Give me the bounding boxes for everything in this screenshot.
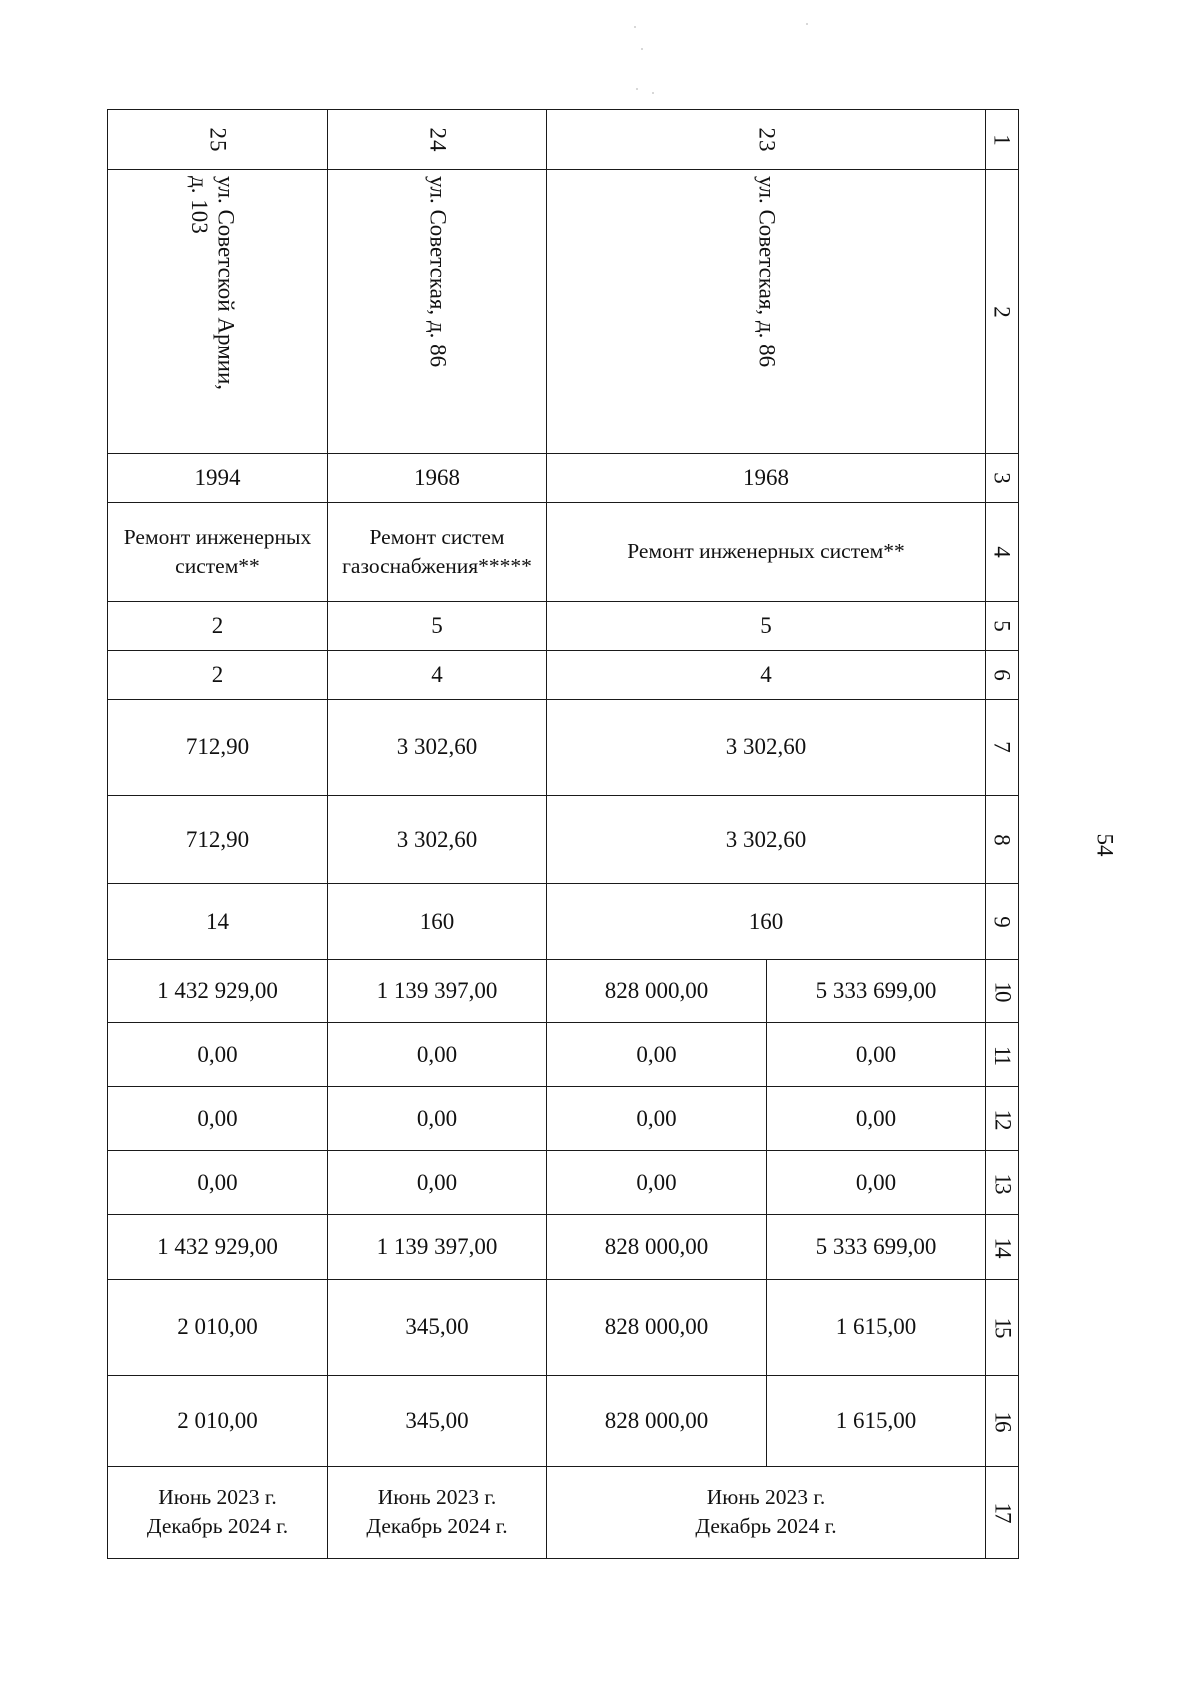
cost-cell: 0,00: [547, 1151, 767, 1215]
row-number: 5: [989, 619, 1015, 632]
row-number-cell: [986, 1279, 1019, 1375]
scan-speck: [806, 23, 808, 25]
item-number: 23: [753, 127, 779, 153]
year-cell: 1994: [108, 454, 328, 502]
work-type-cell: Ремонт инженерных систем**: [547, 502, 986, 601]
row-number-cell: [986, 1087, 1019, 1151]
cost-cell: 0,00: [767, 1087, 986, 1151]
residents-cell: 160: [328, 884, 547, 960]
row-number-cell: [986, 960, 1019, 1023]
period-start: Июнь 2023 г.: [377, 1485, 497, 1510]
row-number-cell: [986, 1023, 1019, 1087]
area-cell: 3 302,60: [328, 699, 547, 795]
row-number: 6: [989, 668, 1015, 681]
row-number: 9: [989, 915, 1015, 928]
residents-cell: 160: [547, 884, 986, 960]
capital-repair-table: [107, 109, 1019, 1559]
table-row-10: [108, 960, 1019, 1023]
row-number: 2: [989, 306, 1015, 318]
row-number-cell: [986, 1375, 1019, 1466]
work-type-cell: [108, 502, 328, 601]
cost-cell: 0,00: [547, 1023, 767, 1087]
cost-cell: 828 000,00: [547, 1215, 767, 1279]
row-number: 10: [989, 981, 1015, 1001]
period-end: Декабрь 2024 г.: [695, 1514, 837, 1539]
item-number-cell: [328, 110, 547, 170]
address-line: ул. Советской Армии,: [213, 176, 239, 391]
period-cell: [547, 1466, 986, 1558]
table-row-16: [108, 1375, 1019, 1466]
address-cell: [108, 170, 328, 454]
area-cell: 712,90: [108, 795, 328, 883]
unit-cost-cell: 1 615,00: [767, 1375, 986, 1466]
work-type-line: Ремонт систем: [369, 524, 505, 549]
unit-cost-cell: 828 000,00: [547, 1279, 767, 1375]
row-number: 15: [989, 1317, 1015, 1337]
table-row-3: [108, 454, 1019, 502]
year-cell: 1968: [328, 454, 547, 502]
cost-cell: 0,00: [767, 1151, 986, 1215]
table-row-5: [108, 601, 1019, 650]
address-cell: [547, 170, 986, 454]
value-cell: 5: [328, 601, 547, 650]
row-number-cell: [986, 454, 1019, 502]
row-number: 1: [989, 133, 1015, 146]
row-number: 14: [989, 1237, 1015, 1257]
row-number-cell: [986, 1215, 1019, 1279]
unit-cost-cell: 828 000,00: [547, 1375, 767, 1466]
period-end: Декабрь 2024 г.: [146, 1514, 289, 1539]
table-row-4: [108, 502, 1019, 601]
row-number-cell: [986, 110, 1019, 170]
table-row-11: [108, 1023, 1019, 1087]
row-number-cell: [986, 502, 1019, 601]
unit-cost-cell: 345,00: [328, 1375, 547, 1466]
table-row-12: [108, 1087, 1019, 1151]
cost-cell: 0,00: [767, 1023, 986, 1087]
row-number-cell: [986, 601, 1019, 650]
area-cell: 3 302,60: [547, 795, 986, 883]
scan-speck: [641, 48, 643, 50]
cost-cell: 0,00: [108, 1151, 328, 1215]
scan-speck: [636, 88, 638, 90]
address-cell: [328, 170, 547, 454]
residents-cell: 14: [108, 884, 328, 960]
work-type-line: газоснабжения*****: [342, 553, 532, 578]
period-start: Июнь 2023 г.: [158, 1485, 277, 1510]
table-row-17: [108, 1466, 1019, 1558]
area-cell: 712,90: [108, 699, 328, 795]
scan-speck: [634, 26, 636, 28]
row-number: 16: [989, 1411, 1015, 1431]
cost-cell: 5 333 699,00: [767, 960, 986, 1023]
unit-cost-cell: 1 615,00: [767, 1279, 986, 1375]
table-row-8: [108, 795, 1019, 883]
cost-cell: 1 432 929,00: [108, 1215, 328, 1279]
row-number: 17: [989, 1502, 1015, 1522]
table-row-6: [108, 650, 1019, 699]
period-end: Декабрь 2024 г.: [366, 1514, 508, 1539]
row-number-cell: [986, 795, 1019, 883]
cost-cell: 0,00: [328, 1151, 547, 1215]
row-number: 8: [989, 833, 1015, 846]
cost-cell: 0,00: [108, 1087, 328, 1151]
item-number: 25: [205, 127, 231, 153]
item-number: 24: [424, 127, 450, 153]
value-cell: 4: [328, 650, 547, 699]
value-cell: 4: [547, 650, 986, 699]
row-number-cell: [986, 170, 1019, 454]
address-text: ул. Советская, д. 86: [754, 176, 780, 368]
scan-speck: [652, 92, 654, 94]
row-number: 11: [989, 1045, 1015, 1064]
table-row-9: [108, 884, 1019, 960]
row-number: 7: [989, 741, 1015, 754]
table-row-15: [108, 1279, 1019, 1375]
row-number-cell: [986, 1466, 1019, 1558]
cost-cell: 828 000,00: [547, 960, 767, 1023]
address-text: [186, 176, 239, 390]
period-start: Июнь 2023 г.: [706, 1485, 826, 1510]
value-cell: 2: [108, 650, 328, 699]
page-number: 54: [1092, 833, 1118, 857]
cost-cell: 1 139 397,00: [328, 960, 547, 1023]
work-type-line: систем**: [175, 553, 260, 578]
area-cell: 3 302,60: [547, 699, 986, 795]
cost-cell: 0,00: [328, 1023, 547, 1087]
cost-cell: 1 139 397,00: [328, 1215, 547, 1279]
cost-cell: 0,00: [328, 1087, 547, 1151]
table-row-7: [108, 699, 1019, 795]
period-cell: [328, 1466, 547, 1558]
item-number-cell: [547, 110, 986, 170]
area-cell: 3 302,60: [328, 795, 547, 883]
table-row-2: [108, 170, 1019, 454]
row-number-cell: [986, 699, 1019, 795]
address-text: ул. Советская, д. 86: [425, 176, 451, 368]
address-line: д. 103: [186, 176, 212, 234]
row-number: 13: [989, 1173, 1015, 1193]
row-number: 4: [989, 545, 1015, 558]
row-number: 3: [989, 472, 1015, 484]
value-cell: 2: [108, 601, 328, 650]
table-row-1: [108, 110, 1019, 170]
work-type-line: Ремонт инженерных: [123, 524, 312, 549]
cost-cell: 0,00: [108, 1023, 328, 1087]
unit-cost-cell: 345,00: [328, 1279, 547, 1375]
period-cell: [108, 1466, 328, 1558]
row-number-cell: [986, 884, 1019, 960]
cost-cell: 1 432 929,00: [108, 960, 328, 1023]
cost-cell: 5 333 699,00: [767, 1215, 986, 1279]
row-number-cell: [986, 1151, 1019, 1215]
table-row-13: [108, 1151, 1019, 1215]
table-row-14: [108, 1215, 1019, 1279]
value-cell: 5: [547, 601, 986, 650]
row-number-cell: [986, 650, 1019, 699]
unit-cost-cell: 2 010,00: [108, 1375, 328, 1466]
unit-cost-cell: 2 010,00: [108, 1279, 328, 1375]
item-number-cell: [108, 110, 328, 170]
year-cell: 1968: [547, 454, 986, 502]
cost-cell: 0,00: [547, 1087, 767, 1151]
work-type-cell: [328, 502, 547, 601]
row-number: 12: [989, 1109, 1015, 1129]
